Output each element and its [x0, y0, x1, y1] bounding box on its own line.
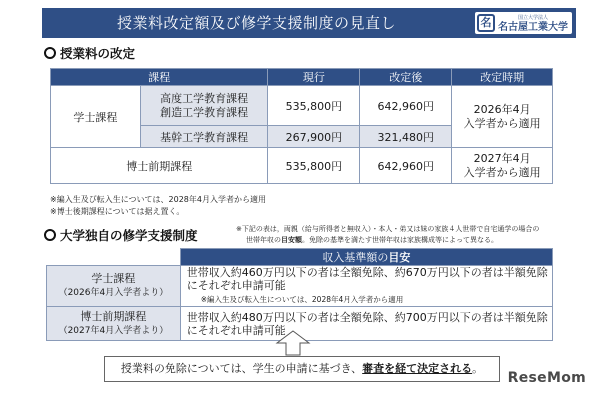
revised-cell: 642,960円 — [360, 86, 452, 126]
note: ※編入生及び転入生については、2028年4月入学者から適用 — [50, 195, 266, 204]
course-line: 高度工学教育課程 — [160, 91, 249, 105]
university-logo — [475, 12, 572, 34]
watermark-logo: ReseMom — [507, 370, 586, 386]
table-row — [51, 86, 553, 126]
label-cell: 博士前期課程 （2027年4月入学者より） — [47, 307, 181, 341]
table-header-row — [47, 249, 553, 266]
col-header: 改定後 — [360, 69, 452, 86]
revised-cell: 642,960円 — [360, 148, 452, 184]
col-header: 課程 — [51, 69, 268, 86]
table-row — [51, 148, 553, 184]
support-table — [46, 248, 553, 341]
section-heading-support: 大学独自の修学支援制度 — [44, 226, 198, 244]
current-cell: 267,900円 — [268, 126, 360, 148]
course-line: 創造工学教育課程 — [160, 105, 249, 119]
timing-cell: 2027年4月 入学者から適用 — [452, 148, 553, 184]
title-bar — [42, 8, 576, 38]
section-heading-tuition: 授業料の改定 — [44, 44, 135, 62]
circle-icon — [44, 229, 56, 241]
label-cell: 学士課程 （2026年4月入学者より） — [47, 266, 181, 307]
course-cell — [140, 86, 268, 126]
revised-cell: 321,480円 — [360, 126, 452, 148]
side-note: ※下記の表は，両親（給与所得者と無収入）・本人・弟又は妹の家族４人世帯で自宅通学の場合の — [236, 225, 540, 233]
col-header: 収入基準額の目安 — [180, 249, 552, 266]
circle-icon — [44, 47, 56, 59]
course-cell: 基幹工学教育課程 — [140, 126, 268, 148]
page-title: 授業料改定額及び修学支援制度の見直し — [116, 14, 396, 32]
bottom-message: 授業料の免除については、学生の申請に基づき、審査を経て決定される。 — [104, 356, 500, 382]
group-cell: 学士課程 — [51, 86, 141, 148]
table-header-row — [51, 69, 553, 86]
col-header: 改定時期 — [452, 69, 553, 86]
criteria-cell: 世帯収入約480万円以下の者は全額免除、約700万円以下の者は半額免除 にそれぞれ申請可能 — [180, 307, 552, 341]
arrow-up-icon — [275, 330, 311, 356]
tuition-table — [50, 68, 553, 184]
table-row — [47, 266, 553, 307]
logo-icon: 名 — [477, 14, 495, 32]
group-cell: 博士前期課程 — [51, 148, 268, 184]
col-header: 現行 — [268, 69, 360, 86]
current-cell: 535,800円 — [268, 86, 360, 126]
timing-cell: 2026年4月 入学者から適用 — [452, 86, 553, 148]
side-note: 世帯年収の目安額。免除の基準を満たす世帯年収は家族構成等によって異なる。 — [246, 236, 498, 244]
criteria-cell: 世帯収入約460万円以下の者は全額免除、約670万円以下の者は半額免除 にそれぞれ申請可能 ※編入生及び転入生については、2028年4月入学者から適用 — [180, 266, 552, 307]
current-cell: 535,800円 — [268, 148, 360, 184]
logo-subtitle: 国立大学法人 — [517, 15, 548, 21]
logo-name: 名古屋工業大学 — [498, 22, 568, 33]
note: ※博士後期課程については据え置く。 — [50, 207, 185, 216]
